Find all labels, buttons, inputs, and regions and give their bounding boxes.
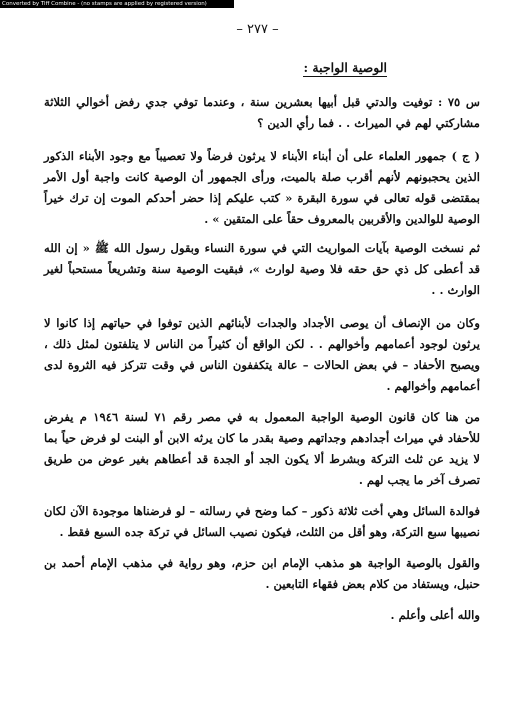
opinion-paragraph: والقول بالوصية الواجبة هو مذهب الإمام ابن حزم، وهو رواية في مذهب الإمام أحمد بن حنبل، ويستفاد من كلام بعض فقهاء التابعين . xyxy=(44,556,480,591)
law-paragraph: من هنا كان قانون الوصية الواجبة المعمول به في مصر رقم ٧١ لسنة ١٩٤٦ م يفرض للأحفاد في ميراث أجدادهم وجداتهم وصية بقدر ما كان يرثه الابن أو البنت لو فرض حياً بما لا يزيد عن ثلث التركة وبشرط ألا يكون الجد أو الجدة قد أعطاهم بغير عوض من طريق تصرف آخر ما يجب لهم . xyxy=(44,410,480,487)
question-paragraph: س ٧٥ : توفيت والدتي قبل أبيها بعشرين سنة ، وعندما توفي جدي رفض أخوالي الثلاثة مشاركتي لهم في الميراث . . فما رأي الدين ؟ xyxy=(44,95,480,130)
application-paragraph: فوالدة السائل وهي أخت ثلاثة ذكور – كما وضح في رسالته – لو فرضناها موجودة الآن لكان نصيبها سبع التركة، وهو أقل من الثلث، فيكون نصيب السائل في تركة جده السبع فقط . xyxy=(44,504,480,539)
section-title: الوصية الواجبة : xyxy=(303,60,387,75)
document-body xyxy=(44,92,480,636)
conversion-stamp: Converted by Tiff Combine - (no stamps are applied by registered version) xyxy=(0,0,234,8)
fairness-paragraph: وكان من الإنصاف أن يوصى الأجداد والجدات لأبنائهم الذين توفوا في حياتهم إذا كانوا لا يرثون لوجود أعمامهم وأخوالهم . . لكن الواقع أن كثيراً من الناس لا يتلفتون لمثل ذلك ، ويصبح الأحفاد – في بعض الحالات – عالة يتكففون الناس في وقت تتركز فيه الثروة لدى أعمامهم وأخوالهم . xyxy=(44,316,480,393)
answer-paragraph: ( ج ) جمهور العلماء على أن أبناء الأبناء لا يرثون فرضاً ولا تعصيباً مع وجود الأبناء الذكور الذين يحجبونهم لأنهم أقرب صلة بالميت، ورأى الجمهور أن الوصية كانت واجبة أول الأمر بمقتضى قوله تعالى في سورة البقرة « كتب عليكم إذا حضر أحدكم الموت إن ترك خيراً الوصية للوالدين والأقربين بالمعروف حقاً على المتقين » . xyxy=(44,149,480,226)
closing-line: والله أعلى وأعلم . xyxy=(390,608,480,622)
abrogation-paragraph: ثم نسخت الوصية بآيات المواريث التي في سورة النساء وبقول رسول الله ﷺ « إن الله قد أعطى كل ذي حق حقه فلا وصية لوارث »، فبقيت الوصية سنة وتشريعاً مستحباً لغير الوارث . . xyxy=(44,241,480,297)
page-number: – ٢٧٧ – xyxy=(236,22,279,37)
